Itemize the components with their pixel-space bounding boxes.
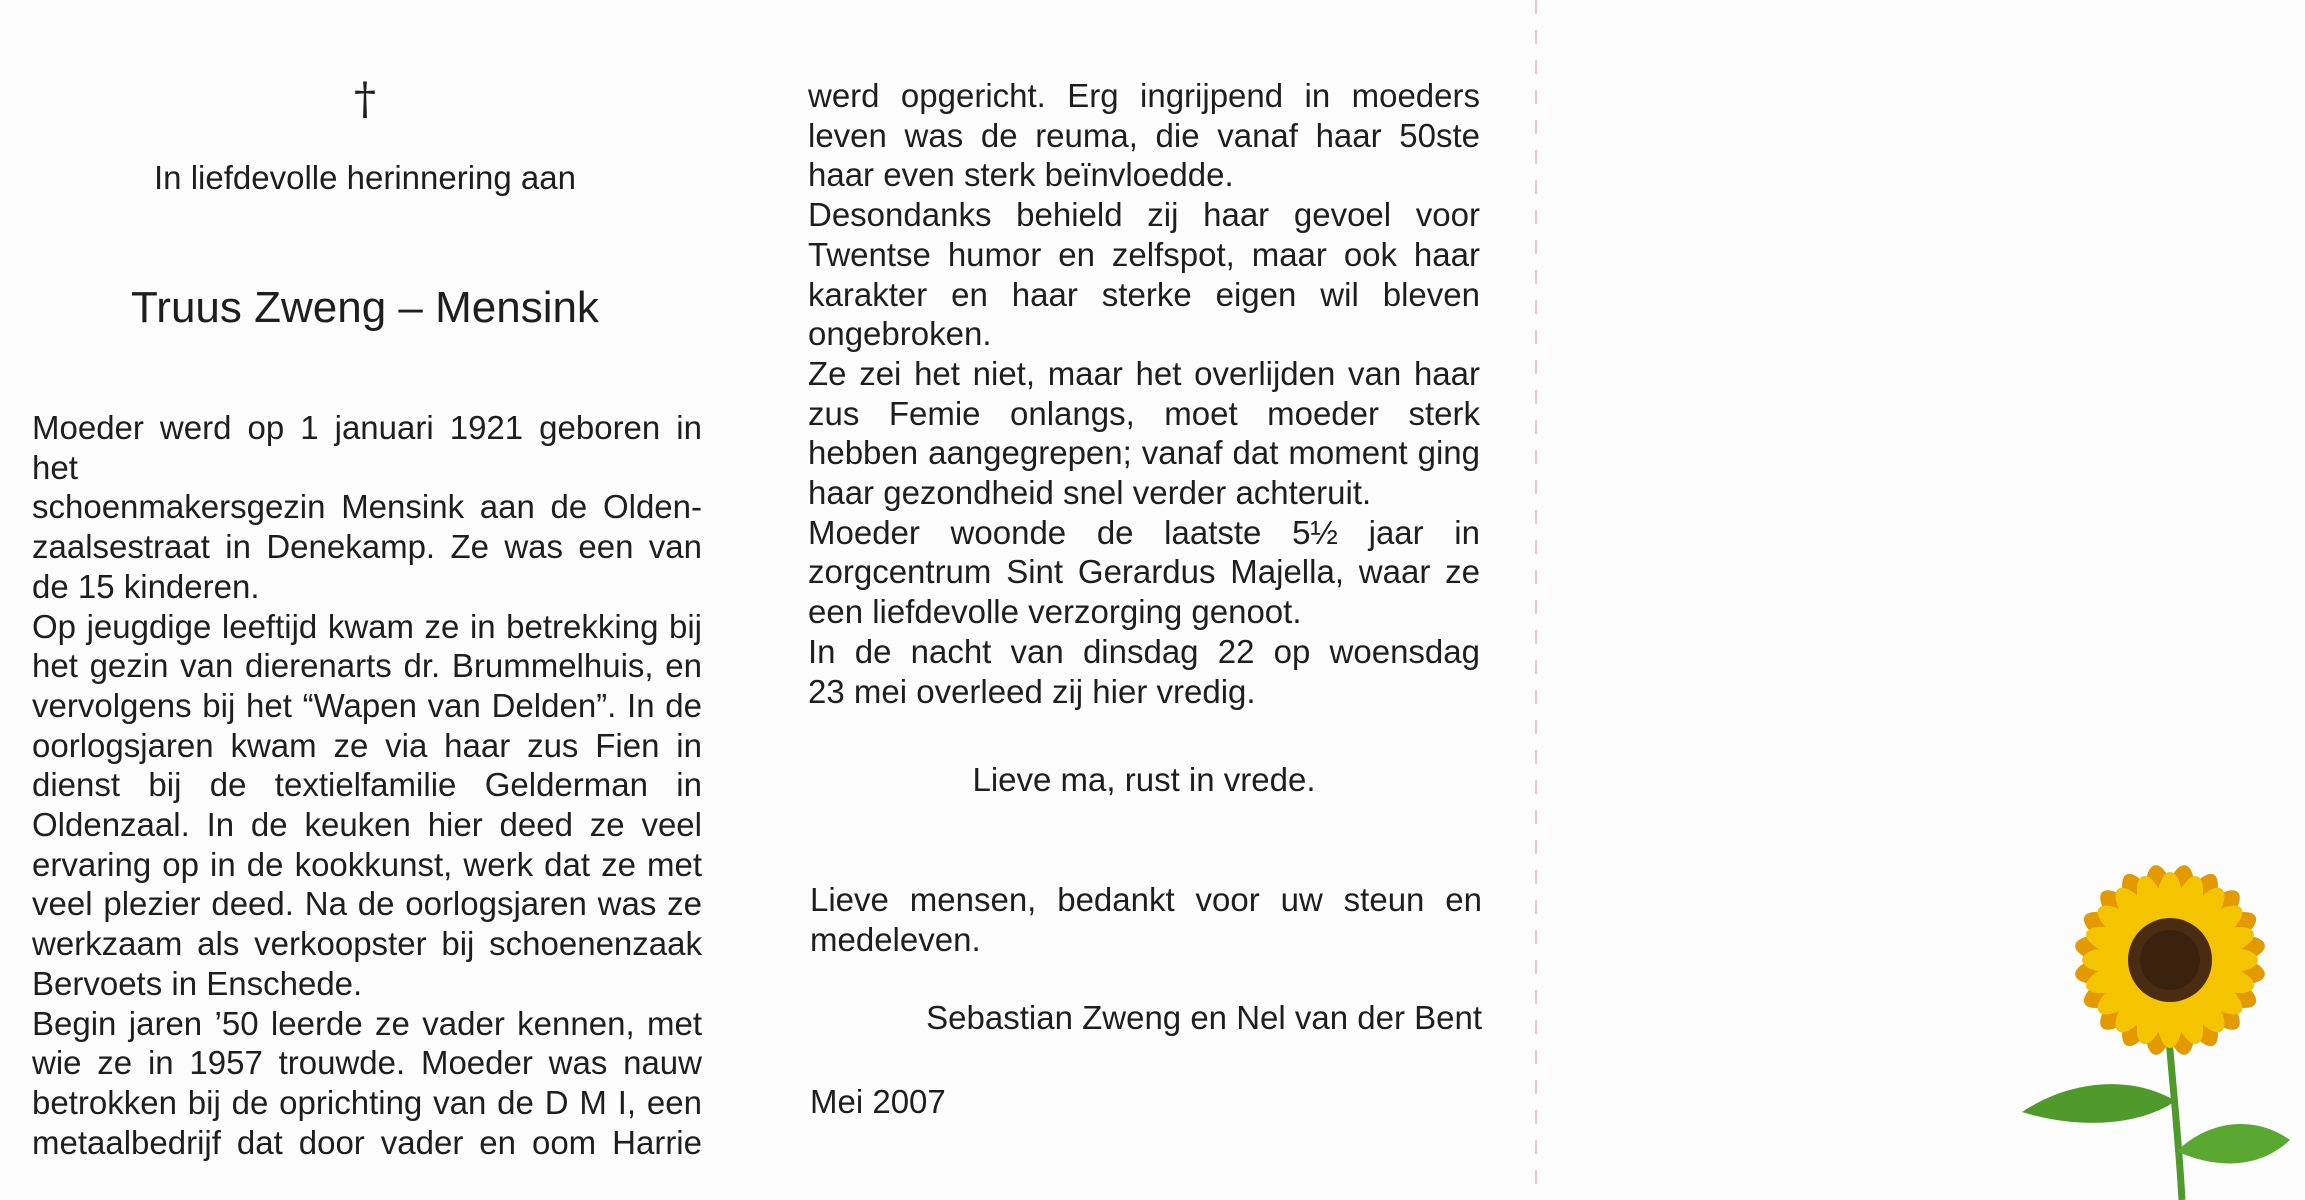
- text-line: een liefdevolle verzorging genoot.: [808, 593, 1302, 631]
- intro-text: In liefdevolle herinnering aan: [154, 159, 576, 196]
- text-line: zorgcentrum Sint Gerardus Majella, waar ze: [808, 553, 1480, 591]
- fold-line: [1535, 0, 1537, 1200]
- text-line: hebben aangegrepen; vanaf dat moment ging: [808, 434, 1480, 472]
- date-text: Mei 2007: [810, 1083, 946, 1120]
- text-line: betrokken bij de oprichting van de D M I, een: [32, 1083, 702, 1121]
- text-line: werd opgericht. Erg ingrijpend in moeders: [808, 77, 1480, 114]
- biography-column-right: [808, 76, 1480, 711]
- text-line: Op jeugdige leeftijd kwam ze in betrekking bij: [32, 607, 702, 645]
- text-line: Begin jaren ’50 leerde ze vader kennen, met: [32, 1004, 702, 1042]
- text-line: ervaring op in de kookkunst, werk dat ze met: [32, 845, 702, 883]
- text-line: Ze zei het niet, maar het overlijden van haar: [808, 354, 1480, 392]
- text-line: oorlogsjaren kwam ze via haar zus Fien in: [32, 726, 702, 764]
- text-line: haar gezondheid snel verder achteruit.: [808, 474, 1372, 512]
- thanks-text: [810, 880, 1482, 960]
- text-line: metaalbedrijf dat door vader en oom Harrie: [32, 1123, 702, 1161]
- text-line: karakter en haar sterke eigen wil bleven: [808, 275, 1480, 313]
- text-line: Twentse humor en zelfspot, maar ook haar: [808, 235, 1480, 273]
- text-line: Moeder woonde de laatste 5½ jaar in: [808, 513, 1480, 551]
- text-line: vervolgens bij het “Wapen van Delden”. In de: [32, 686, 702, 724]
- text-line: haar even sterk beïnvloedde.: [808, 156, 1234, 194]
- text-line: zus Femie onlangs, moet moeder sterk: [808, 394, 1480, 432]
- text-line: veel plezier deed. Na de oorlogsjaren was ze: [32, 885, 702, 923]
- biography-column-left: [32, 408, 702, 1162]
- text-line: de 15 kinderen.: [32, 567, 260, 605]
- signature: Sebastian Zweng en Nel van der Bent: [926, 999, 1482, 1036]
- text-line: medeleven.: [810, 921, 981, 958]
- text-line: Lieve mensen, bedankt voor uw steun en: [810, 881, 1482, 918]
- text-line: 23 mei overleed zij hier vredig.: [808, 672, 1256, 710]
- text-line: schoenmakersgezin Mensink aan de Olden-: [32, 488, 702, 526]
- cross-icon: †: [354, 74, 376, 125]
- text-line: dienst bij de textielfamilie Gelderman in: [32, 766, 702, 804]
- deceased-name: Truus Zweng – Mensink: [131, 283, 599, 332]
- text-line: leven was de reuma, die vanaf haar 50ste: [808, 116, 1480, 154]
- sunflower-icon: [2010, 850, 2305, 1200]
- text-line: In de nacht van dinsdag 22 op woensdag: [808, 632, 1480, 670]
- text-line: het gezin van dierenarts dr. Brummelhuis, en: [32, 647, 702, 685]
- text-line: Moeder werd op 1 januari 1921 geboren in het: [32, 409, 702, 486]
- text-line: wie ze in 1957 trouwde. Moeder was nauw: [32, 1044, 702, 1082]
- text-line: zaalsestraat in Denekamp. Ze was een van: [32, 528, 702, 566]
- rest-in-peace-text: Lieve ma, rust in vrede.: [972, 761, 1316, 798]
- text-line: ongebroken.: [808, 315, 992, 353]
- text-line: Desondanks behield zij haar gevoel voor: [808, 196, 1480, 234]
- text-line: Bervoets in Enschede.: [32, 964, 363, 1002]
- text-line: werkzaam als verkoopster bij schoenenzaak: [32, 925, 702, 963]
- text-line: Oldenzaal. In de keuken hier deed ze veel: [32, 806, 702, 844]
